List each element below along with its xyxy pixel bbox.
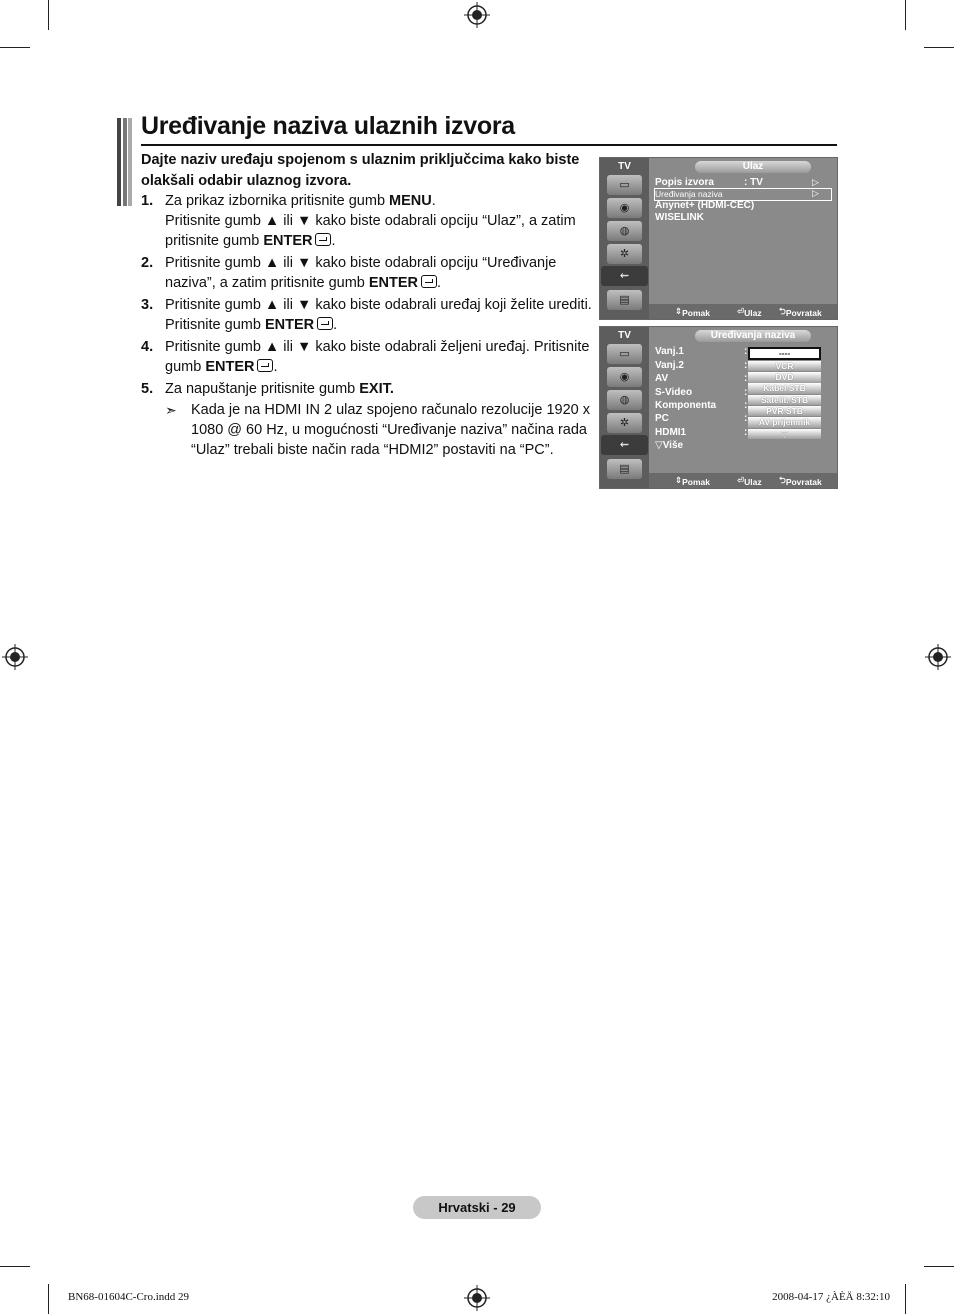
title-accent-bar	[117, 118, 132, 206]
picture-icon: ▭	[607, 344, 642, 364]
step-4: 4. Pritisnite gumb ▲ ili ▼ kako biste odabrali željeni uređaj. Pritisnite gumb ENTER .	[141, 339, 590, 375]
note	[165, 400, 596, 460]
separator: :	[744, 413, 748, 424]
menu-item-source-list[interactable]: Popis izvora	[655, 177, 714, 188]
tv-label: TV	[618, 161, 631, 172]
enter-icon	[421, 275, 437, 288]
menu-item-source-value: : TV	[744, 177, 763, 188]
option-satellite-stb[interactable]: Satelit. STB	[748, 395, 821, 406]
footer-return: ⮌ Povratak	[779, 306, 822, 318]
step-2: 2. Pritisnite gumb ▲ ili ▼ kako biste odabrali opciju “Uređivanje naziva”, a zatim pritisnite gumb ENTER .	[141, 255, 557, 291]
input-icon: ⇜	[601, 266, 648, 286]
separator: :	[744, 346, 748, 357]
menu-header: Ulaz	[695, 161, 811, 173]
sound-icon: ◉	[607, 367, 642, 387]
page-title: Uređivanje naziva ulaznih izvora	[141, 112, 515, 140]
title-rule	[141, 144, 837, 146]
file-slug: BN68-01604C-Cro.indd 29	[68, 1291, 189, 1303]
note-arrow-icon: ➣	[165, 402, 177, 418]
option-cable-stb[interactable]: Kabel STB	[748, 383, 821, 394]
crop-mark	[0, 47, 30, 48]
device-options-list	[748, 347, 821, 440]
registration-mark-icon	[464, 1285, 490, 1311]
option-pvr-stb[interactable]: PVR STB	[748, 406, 821, 417]
footer-enter: ⏎ Ulaz	[737, 475, 762, 487]
tv-sidebar	[600, 158, 649, 319]
steps-list	[141, 191, 596, 462]
application-icon: ▤	[607, 459, 642, 479]
menu-item-ext2[interactable]: Vanj.2	[655, 360, 684, 371]
crop-mark	[924, 47, 954, 48]
menu-footer	[649, 473, 837, 488]
step-1: 1. Za prikaz izbornika pritisnite gumb MENU. Pritisnite gumb ▲ ili ▼ kako biste odabrali opciju “Ulaz”, a zatim pritisnite gumb ENTER .	[141, 193, 576, 249]
channel-icon: ◍	[607, 390, 642, 410]
input-icon: ⇜	[601, 435, 648, 455]
menu-item-anynet[interactable]: Anynet+ (HDMI-CEC)	[655, 200, 755, 211]
step-3: 3. Pritisnite gumb ▲ ili ▼ kako biste odabrali uređaj koji želite urediti. Pritisnite gumb ENTER .	[141, 297, 592, 333]
tv-menu-input	[599, 157, 838, 320]
enter-icon	[317, 317, 333, 330]
option-dvd[interactable]: DVD	[748, 372, 821, 383]
step-number: 3.	[141, 297, 154, 313]
separator: :	[744, 373, 748, 384]
step-keyword: ENTER	[263, 233, 313, 249]
note-text: Kada je na HDMI IN 2 ulaz spojeno računalo rezolucije 1920 x 1080 @ 60 Hz, u mogućnosti “Uređivanje naziva” načina rada “Ulaz” trebali biste način rada “HDMI2” postaviti na “PC”.	[191, 402, 590, 458]
footer-move: ⇕ Pomak	[675, 306, 710, 318]
channel-icon: ◍	[607, 221, 642, 241]
step-keyword: ENTER	[205, 359, 255, 375]
menu-footer	[649, 304, 837, 319]
tv-sidebar	[600, 327, 649, 488]
menu-item-hdmi1[interactable]: HDMI1	[655, 427, 687, 438]
step-number: 5.	[141, 381, 154, 397]
option-vcr[interactable]: VCR	[748, 361, 821, 372]
menu-item-more[interactable]: ▽Više	[655, 440, 684, 451]
step-text: Pritisnite gumb ▲ ili ▼ kako biste odabrali opciju “Uređivanje naziva”, a zatim pritisnite gumb	[165, 255, 557, 291]
tv-menu-edit-name	[599, 326, 838, 489]
tv-label: TV	[618, 330, 631, 341]
crop-mark	[924, 1266, 954, 1267]
option-scroll-down[interactable]: ▽	[748, 429, 821, 440]
step-text: Pritisnite gumb ▲ ili ▼ kako biste odabrali uređaj koji želite urediti. Pritisnite gumb	[165, 297, 592, 333]
menu-item-pc[interactable]: PC	[655, 413, 669, 424]
step-keyword: ENTER	[368, 275, 419, 291]
step-number: 2.	[141, 255, 154, 271]
step-text: Za napuštanje pritisnite gumb	[165, 381, 360, 397]
separator: :	[744, 427, 748, 438]
crop-mark	[905, 0, 906, 30]
option-none[interactable]: ----	[748, 347, 821, 360]
setup-icon: ✲	[607, 244, 642, 264]
intro-text: Dajte naziv uređaju spojenom s ulaznim priključcima kako biste olakšali odabir ulaznog izvora.	[141, 152, 580, 189]
crop-mark	[0, 1266, 30, 1267]
registration-mark-icon	[464, 2, 490, 28]
picture-icon: ▭	[607, 175, 642, 195]
registration-mark-icon	[925, 644, 951, 670]
menu-item-ext1[interactable]: Vanj.1	[655, 346, 684, 357]
menu-item-wiselink[interactable]: WISELINK	[655, 212, 704, 223]
sound-icon: ◉	[607, 198, 642, 218]
step-keyword: MENU	[389, 193, 432, 209]
menu-item-edit-name[interactable]: Uređivanja naziva	[655, 189, 723, 199]
option-av-receiver[interactable]: AV prijemnik	[748, 417, 821, 428]
step-text: Pritisnite gumb ▲ ili ▼ kako biste odabrali opciju “Ulaz”, a zatim pritisnite gumb	[165, 213, 576, 249]
application-icon: ▤	[607, 290, 642, 310]
crop-mark	[905, 1284, 906, 1314]
step-keyword: EXIT.	[359, 381, 394, 397]
setup-icon: ✲	[607, 413, 642, 433]
footer-enter: ⏎ Ulaz	[737, 306, 762, 318]
menu-item-svideo[interactable]: S-Video	[655, 387, 693, 398]
step-keyword: ENTER	[264, 317, 315, 333]
timestamp-slug: 2008-04-17 ¿ÀÈÄ 8:32:10	[772, 1291, 890, 1303]
enter-icon	[257, 359, 273, 372]
step-text: Za prikaz izbornika pritisnite gumb	[165, 193, 390, 209]
separator: :	[744, 360, 748, 371]
step-text: Pritisnite gumb ▲ ili ▼ kako biste odabrali željeni uređaj. Pritisnite gumb	[165, 339, 590, 375]
separator: :	[744, 387, 748, 398]
chevron-right-icon: ▷	[812, 177, 819, 187]
step-number: 1.	[141, 193, 154, 209]
menu-item-av[interactable]: AV	[655, 373, 669, 384]
footer-return: ⮌ Povratak	[779, 475, 822, 487]
menu-item-component[interactable]: Komponenta	[655, 400, 717, 411]
crop-mark	[48, 1284, 49, 1314]
crop-mark	[48, 0, 49, 30]
footer-move: ⇕ Pomak	[675, 475, 710, 487]
step-text: .	[431, 193, 436, 209]
separator: :	[744, 400, 748, 411]
menu-header: Uređivanja naziva	[695, 330, 811, 342]
step-5	[141, 379, 596, 460]
step-number: 4.	[141, 339, 154, 355]
page-number-badge: Hrvatski - 29	[413, 1196, 541, 1219]
chevron-right-icon: ▷	[812, 188, 819, 198]
registration-mark-icon	[2, 644, 28, 670]
enter-icon	[315, 233, 331, 246]
